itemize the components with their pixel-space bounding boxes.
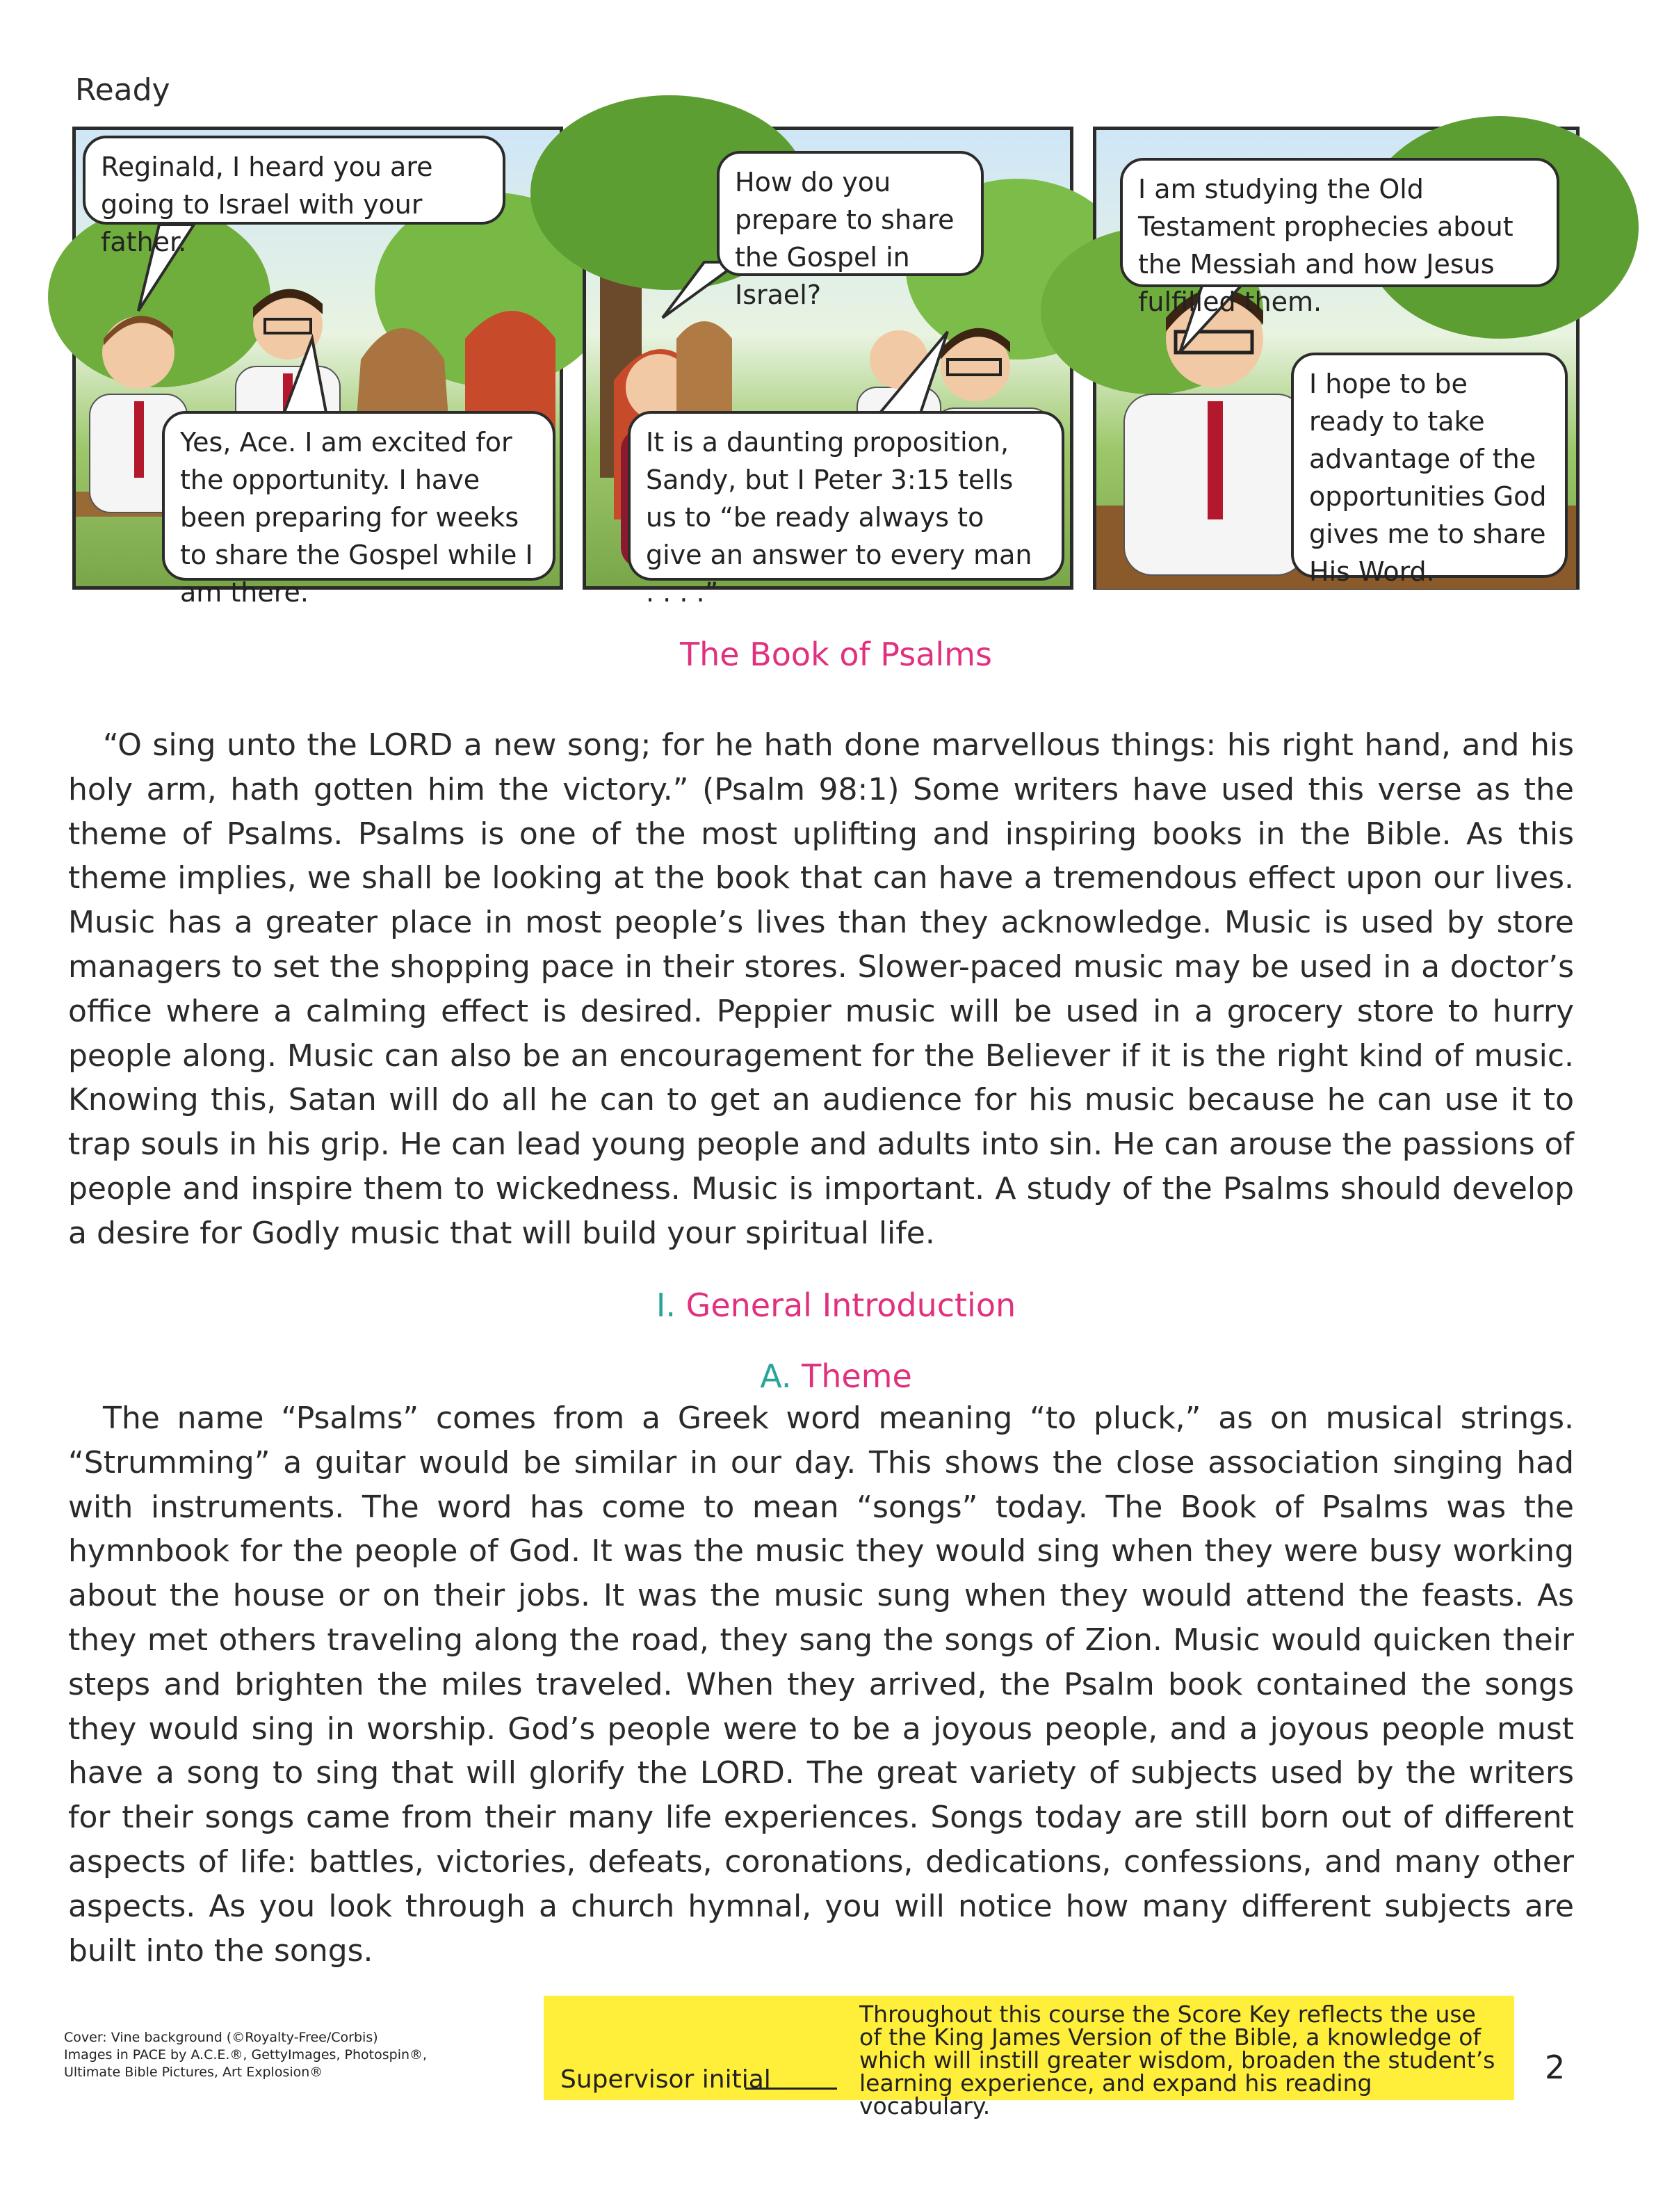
speech-bubble-panel2-top: How do you prepare to share the Gospel in Israel? <box>717 151 984 276</box>
section-title: General Introduction <box>685 1286 1016 1324</box>
intro-paragraph: “O sing unto the LORD a new song; for he hath done marvellous things: his right hand, and his holy arm, hath gotten him the victory.” (Psalm 98:1) Some writers have used this verse as the theme of Psalms. Psalms is one of the most uplifting and inspiring books in the Bible. As this theme implies, we shall be looking at the book that can have a tremendous effect upon our lives. Music has a greater place in most people’s lives than they acknowledge. Music is used by store managers to set the shopping pace in their stores. Slower-paced music may be used in a doctor’s office where a calming effect is desired. Peppier music will be used in a grocery store to hurry people along. Music can also be an encouragement for the Believer if it is the right kind of music. Knowing this, Satan will do all he can to get an audience for his music because he can use it to trap souls in his grip. He can lead young people and adults into sin. He can arouse the passions of people and inspire them to wickedness. Music is important. A study of the Psalms should develop a desire for Godly music that will build your spiritual life. <box>68 727 1574 1251</box>
section-numeral: I. <box>656 1286 676 1324</box>
theme-paragraph: The name “Psalms” comes from a Greek word meaning “to pluck,” as on musical strings. “Strumming” a guitar would be similar in our day. This shows the close association singing had with instruments. The word has come to mean “songs” today. The Book of Psalms was the hymnbook for the people of God. It was the music they would sing when they were busy working about the house or on their jobs. It was the music sung when they would attend the feasts. As they met others traveling along the road, they sang the songs of Zion. Music would quicken their steps and brighten the miles traveled. When they arrived, the Psalm book contained the songs they would sing in worship. God’s people were to be a joyous people, and a joyous people must have a song to sing that will glorify the LORD. The great variety of subjects used by the writers for their songs came from their many life experiences. Songs today are still born out of different aspects of life: battles, victories, defeats, coronations, dedications, confessions, and many other aspects. As you look through a church hymnal, you will notice how many different subjects are built into the songs. <box>68 1400 1574 1969</box>
speech-bubble-panel1-top: Reginald, I heard you are going to Israel with your father. <box>83 136 505 225</box>
section-label: Ready <box>75 72 170 108</box>
image-credits <box>64 2029 427 2081</box>
credits-line: Images in PACE by A.C.E.®, GettyImages, Photospin®, <box>64 2047 428 2062</box>
subsection-heading <box>0 1357 1672 1395</box>
speech-bubble-panel3-bottom: I hope to be ready to take advantage of the opportunities God gives me to share His Word. <box>1291 353 1568 578</box>
subsection-letter: A. <box>760 1357 792 1395</box>
speech-bubble-panel1-bottom: Yes, Ace. I am excited for the opportunity. I have been preparing for weeks to share the Gospel while I am there. <box>162 411 555 581</box>
comic-panel-3 <box>1093 127 1580 590</box>
supervisor-initial-label: Supervisor initial <box>560 2065 771 2094</box>
comic-panel-2 <box>583 127 1073 608</box>
comic-panel-1 <box>72 127 563 608</box>
page-number: 2 <box>1545 2049 1566 2086</box>
score-key-notice: Throughout this course the Score Key reflects the use of the King James Version of the Bible, a knowledge of which will instill greater wisdom, broaden the student’s learning experience, and expand his reading vocabulary. <box>859 2001 1495 2120</box>
speech-bubble-panel3-top: I am studying the Old Testament prophecies about the Messiah and how Jesus fulfilled them. <box>1120 158 1559 287</box>
credits-line: Ultimate Bible Pictures, Art Explosion® <box>64 2065 323 2080</box>
credits-line: Cover: Vine background (©Royalty-Free/Corbis) <box>64 2030 378 2045</box>
subsection-title: Theme <box>802 1357 912 1395</box>
article-title: The Book of Psalms <box>680 636 992 673</box>
section-heading <box>0 1286 1672 1324</box>
speech-bubble-panel2-bottom: It is a daunting proposition, Sandy, but I Peter 3:15 tells us to “be ready always to give an answer to every man . . . .” <box>628 411 1064 581</box>
supervisor-notice-box <box>544 1996 1514 2120</box>
supervisor-initial-field[interactable] <box>745 2088 837 2090</box>
